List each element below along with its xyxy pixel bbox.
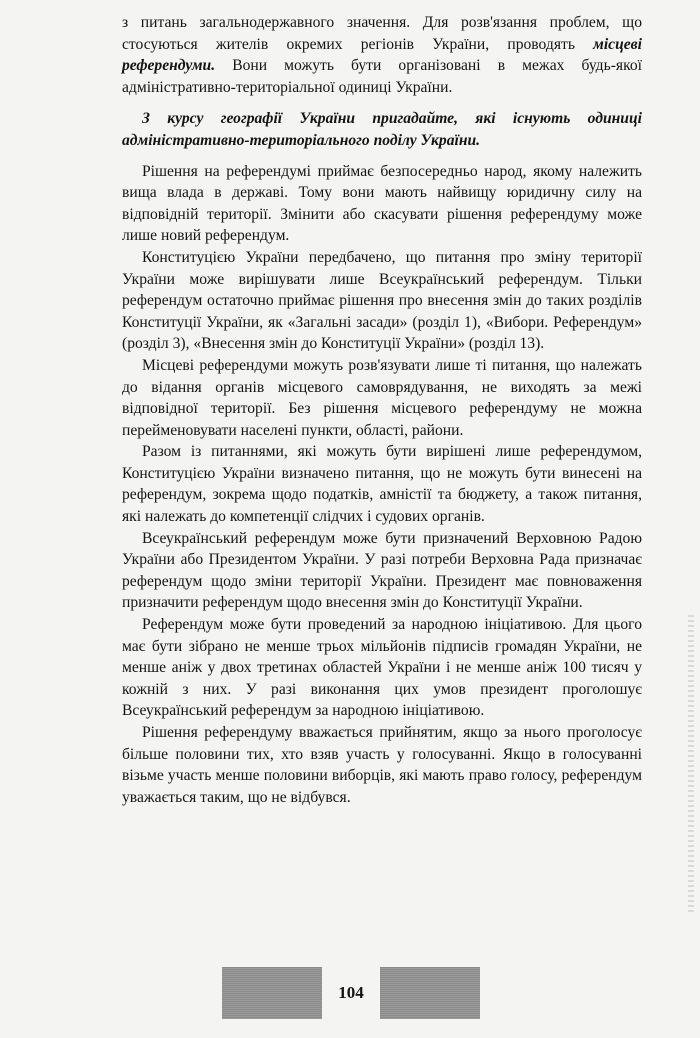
paragraph-local: Місцеві референдуми можуть розв'язувати лише ті питання, що належать до відання органів місцевого самоврядування, не виходять за межі відповідної території. Без рішення місцевого референдуму не можна перейменовувати населені пункти, області, райони. bbox=[122, 356, 642, 439]
paragraph-constitution: Конституцією України передбачено, що питання про зміну території України може вирішувати лише Всеукраїнський референдум. Тільки референдум остаточно приймає рішення про внесення змін до таких розділів Конституції України, як «Загальні засади» (розділ 1), «Вибори. Референдум» (розділ 3), «Внесення змін до Конституції України» (розділ 13). bbox=[122, 248, 642, 353]
paragraph-appointment: Всеукраїнський референдум може бути призначений Верховною Радою України або Президентом України. У разі потреби Верховна Рада призначає референдум щодо зміни території України. Президент має повноваження призначити референдум щодо внесення змін до Конституції України. bbox=[122, 529, 642, 612]
paragraph-intro-end: Вони можуть бути організовані в межах будь-якої адміністративно-територіальної одиниці України. bbox=[122, 57, 642, 96]
footer-bar-right bbox=[380, 967, 480, 1019]
paragraph-initiative: Референдум може бути проведений за народною ініціативою. Для цього має бути зібрано не менше трьох мільйонів підписів громадян України, не менше аніж у двох третинах областей України і не менше аніж 100 тисяч у кожній з них. У разі виконання цих умов президент проголошує Всеукраїнський референдум за народною ініціативою. bbox=[122, 616, 642, 720]
footer-bar-left bbox=[222, 967, 322, 1019]
paragraph-decision: Рішення на референдумі приймає безпосередньо народ, якому належить вища влада в державі. Тому вони мають найвищу юридичну силу на відповідній території. Змінити або скасувати рішення референдуму може лише новий референдум. bbox=[122, 162, 642, 245]
paragraph-restrictions: Разом із питаннями, які можуть бути вирішені лише референдумом, Конституцією України визначено питання, що не можуть бути винесені на референдум, зокрема щодо податків, амністії та бюджету, а також питання, які належать до компетенції слідчих і судових органів. bbox=[122, 443, 642, 526]
term-local-referendums: місцеві референдуми. bbox=[122, 35, 642, 75]
paragraph-validity: Рішення референдуму вважається прийнятим, якщо за нього проголосує більше половини тих, хто взяв участь у голосуванні. Якщо в голосуванні візьме участь менше половини виборців, які мають право голосу, референдум уважається таким, що не відбувся. bbox=[122, 724, 642, 806]
paragraph-intro-start: з питань загальнодержавного значення. Для розв'язання проблем, що стосуються жителів окремих регіонів України, проводять bbox=[122, 14, 642, 53]
page-edge-shadow bbox=[688, 615, 694, 915]
body-text bbox=[122, 12, 642, 808]
task-prompt: З курсу географії України пригадайте, які існують одиниці адміністративно-територіального поділу України. bbox=[122, 110, 642, 149]
page-number: 104 bbox=[338, 983, 364, 1002]
page-footer bbox=[222, 967, 490, 1019]
paragraph-intro bbox=[122, 12, 642, 98]
